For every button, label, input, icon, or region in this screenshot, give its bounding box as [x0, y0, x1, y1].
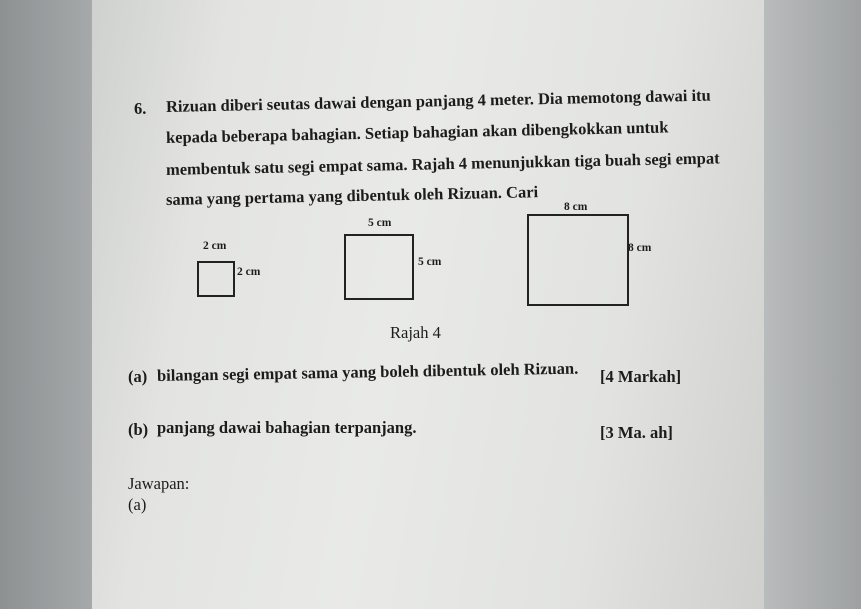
square-2-side-label: 5 cm [418, 256, 442, 268]
square-1-top-label: 2 cm [203, 240, 227, 252]
square-1-side-label: 2 cm [237, 266, 261, 278]
part-b-text: panjang dawai bahagian terpanjang. [157, 418, 417, 437]
square-3-top-label: 8 cm [564, 201, 588, 213]
figure-caption: Rajah 4 [390, 323, 441, 342]
part-a-label: (a) [128, 367, 148, 386]
answer-heading: Jawapan: [128, 474, 190, 493]
question-number: 6. [134, 99, 147, 118]
square-1 [197, 261, 235, 297]
square-2 [344, 234, 414, 300]
question-line-3: membentuk satu segi empat sama. Rajah 4 menunjukkan tiga buah segi empat [165, 148, 720, 179]
question-line-2: kepada beberapa bahagian. Setiap bahagian akan dibengkokkan untuk [165, 117, 669, 147]
square-3-side-label: 8 cm [628, 242, 652, 254]
background-left [0, 0, 92, 609]
answer-part-a: (a) [128, 495, 147, 514]
square-2-top-label: 5 cm [368, 217, 392, 229]
part-b-marks: [3 Ma. ah] [600, 423, 673, 442]
question-line-4: sama yang pertama yang dibentuk oleh Rizuan. Cari [165, 182, 539, 209]
background-right [764, 0, 861, 609]
question-line-1: Rizuan diberi seutas dawai dengan panjang 4 meter. Dia memotong dawai itu [165, 85, 711, 116]
square-3 [527, 214, 629, 306]
part-a-text: bilangan segi empat sama yang boleh dibentuk oleh Rizuan. [156, 358, 579, 385]
part-a-marks: [4 Markah] [600, 367, 682, 386]
part-b-label: (b) [128, 420, 149, 439]
